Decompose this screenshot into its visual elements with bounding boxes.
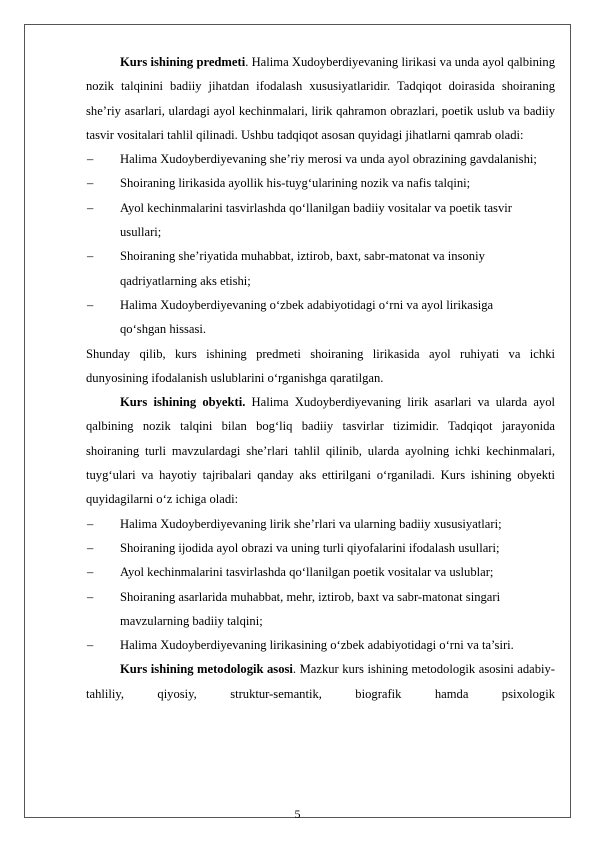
predmeti-heading: Kurs ishining predmeti	[120, 55, 246, 69]
dash-marker: –	[87, 589, 94, 604]
obyekti-heading: Kurs ishining obyekti.	[120, 395, 246, 410]
list-item	[86, 293, 555, 342]
dash-marker: –	[87, 200, 94, 215]
document-body	[86, 50, 555, 706]
list-item	[86, 512, 555, 536]
obyekti-list	[86, 512, 555, 658]
predmeti-paragraph	[86, 50, 555, 147]
list-item-text: Shoiraning she’riyatida muhabbat, iztirob, baxt, sabr-matonat va insoniy qadriyatlarning aks etishi;	[120, 249, 485, 288]
dash-marker: –	[87, 249, 94, 264]
dash-marker: –	[87, 565, 94, 580]
list-item	[86, 633, 555, 657]
dash-marker: –	[87, 152, 94, 167]
list-item	[86, 536, 555, 560]
list-item-text: Halima Xudoyberdiyevaning lirik she’rlari va ularning badiiy xususiyatlari;	[120, 516, 502, 531]
dash-marker: –	[87, 516, 94, 531]
predmeti-intro: . Halima Xudoyberdiyevaning lirikasi va unda ayol qalbining nozik talqinini badiiy jihatdan ifodalash xususiyatlaridir. Tadqiqot doirasida shoiraning she’riy asarlari, ulardagi ayol kechinmalari, lirik qahramon obrazlari, poetik uslub va badiiy tasvir vositalari tahlil qilinadi. Ushbu tadqiqot asosan quyidagi jihatlarni qamrab oladi:	[86, 55, 555, 142]
obyekti-intro: Halima Xudoyberdiyevaning lirik asarlari va ularda ayol qalbining nozik talqini bilan bog‘liq badiiy tasvirlar tizimidir. Tadqiqot jarayonida shoiraning turli mavzulardagi she’rlari tahlil qilinib, ularda ayolning ichki kechinmalari, tuyg‘ulari va hayotiy tajribalari qanday aks ettirilgani o‘rganiladi. Kurs ishining obyekti quyidagilarni o‘z ichiga oladi:	[86, 395, 556, 507]
list-item-text: Ayol kechinmalarini tasvirlashda qo‘llanilgan poetik vositalar va uslublar;	[120, 565, 494, 580]
dash-marker: –	[87, 540, 94, 555]
obyekti-paragraph	[86, 390, 555, 511]
list-item	[86, 244, 555, 293]
dash-marker: –	[87, 176, 94, 191]
metodologik-heading: Kurs ishining metodologik asosi	[120, 662, 293, 677]
list-item	[86, 171, 555, 195]
predmeti-conclusion: Shunday qilib, kurs ishining predmeti shoiraning lirikasida ayol ruhiyati va ichki dunyosining ifodalanish uslublarini o‘rganishga qaratilgan.	[86, 346, 555, 385]
list-item-text: Halima Xudoyberdiyevaning lirikasining o‘zbek adabiyotidagi o‘rni va ta’siri.	[120, 638, 514, 653]
list-item-text: Ayol kechinmalarini tasvirlashda qo‘llanilgan badiiy vositalar va poetik tasvir usullari;	[120, 200, 512, 240]
list-item	[86, 560, 555, 584]
list-item	[86, 196, 555, 245]
dash-marker: –	[87, 297, 94, 312]
list-item-text: Shoiraning asarlarida muhabbat, mehr, iztirob, baxt va sabr-matonat singari mavzularning badiiy talqini;	[120, 589, 501, 628]
list-item-text: Shoiraning ijodida ayol obrazi va uning turli qiyofalarini ifodalash usullari;	[120, 540, 500, 555]
predmeti-list	[86, 147, 555, 341]
list-item-text: Halima Xudoyberdiyevaning o‘zbek adabiyotidagi o‘rni va ayol lirikasiga qo‘shgan hissasi.	[120, 297, 494, 337]
list-item	[86, 585, 555, 634]
page-number: 5	[294, 807, 301, 821]
list-item-text: Halima Xudoyberdiyevaning she’riy merosi va unda ayol obrazining gavdalanishi;	[120, 152, 537, 167]
list-item	[86, 147, 555, 171]
metodologik-intro: . Mazkur kurs ishining metodologik asosini adabiy-tahliliy, qiyosiy, struktur-semantik, biografik hamda psixologik	[86, 662, 555, 701]
list-item-text: Shoiraning lirikasida ayollik his-tuyg‘ularining nozik va nafis talqini;	[120, 176, 471, 191]
metodologik-paragraph	[86, 657, 555, 706]
dash-marker: –	[87, 638, 94, 653]
